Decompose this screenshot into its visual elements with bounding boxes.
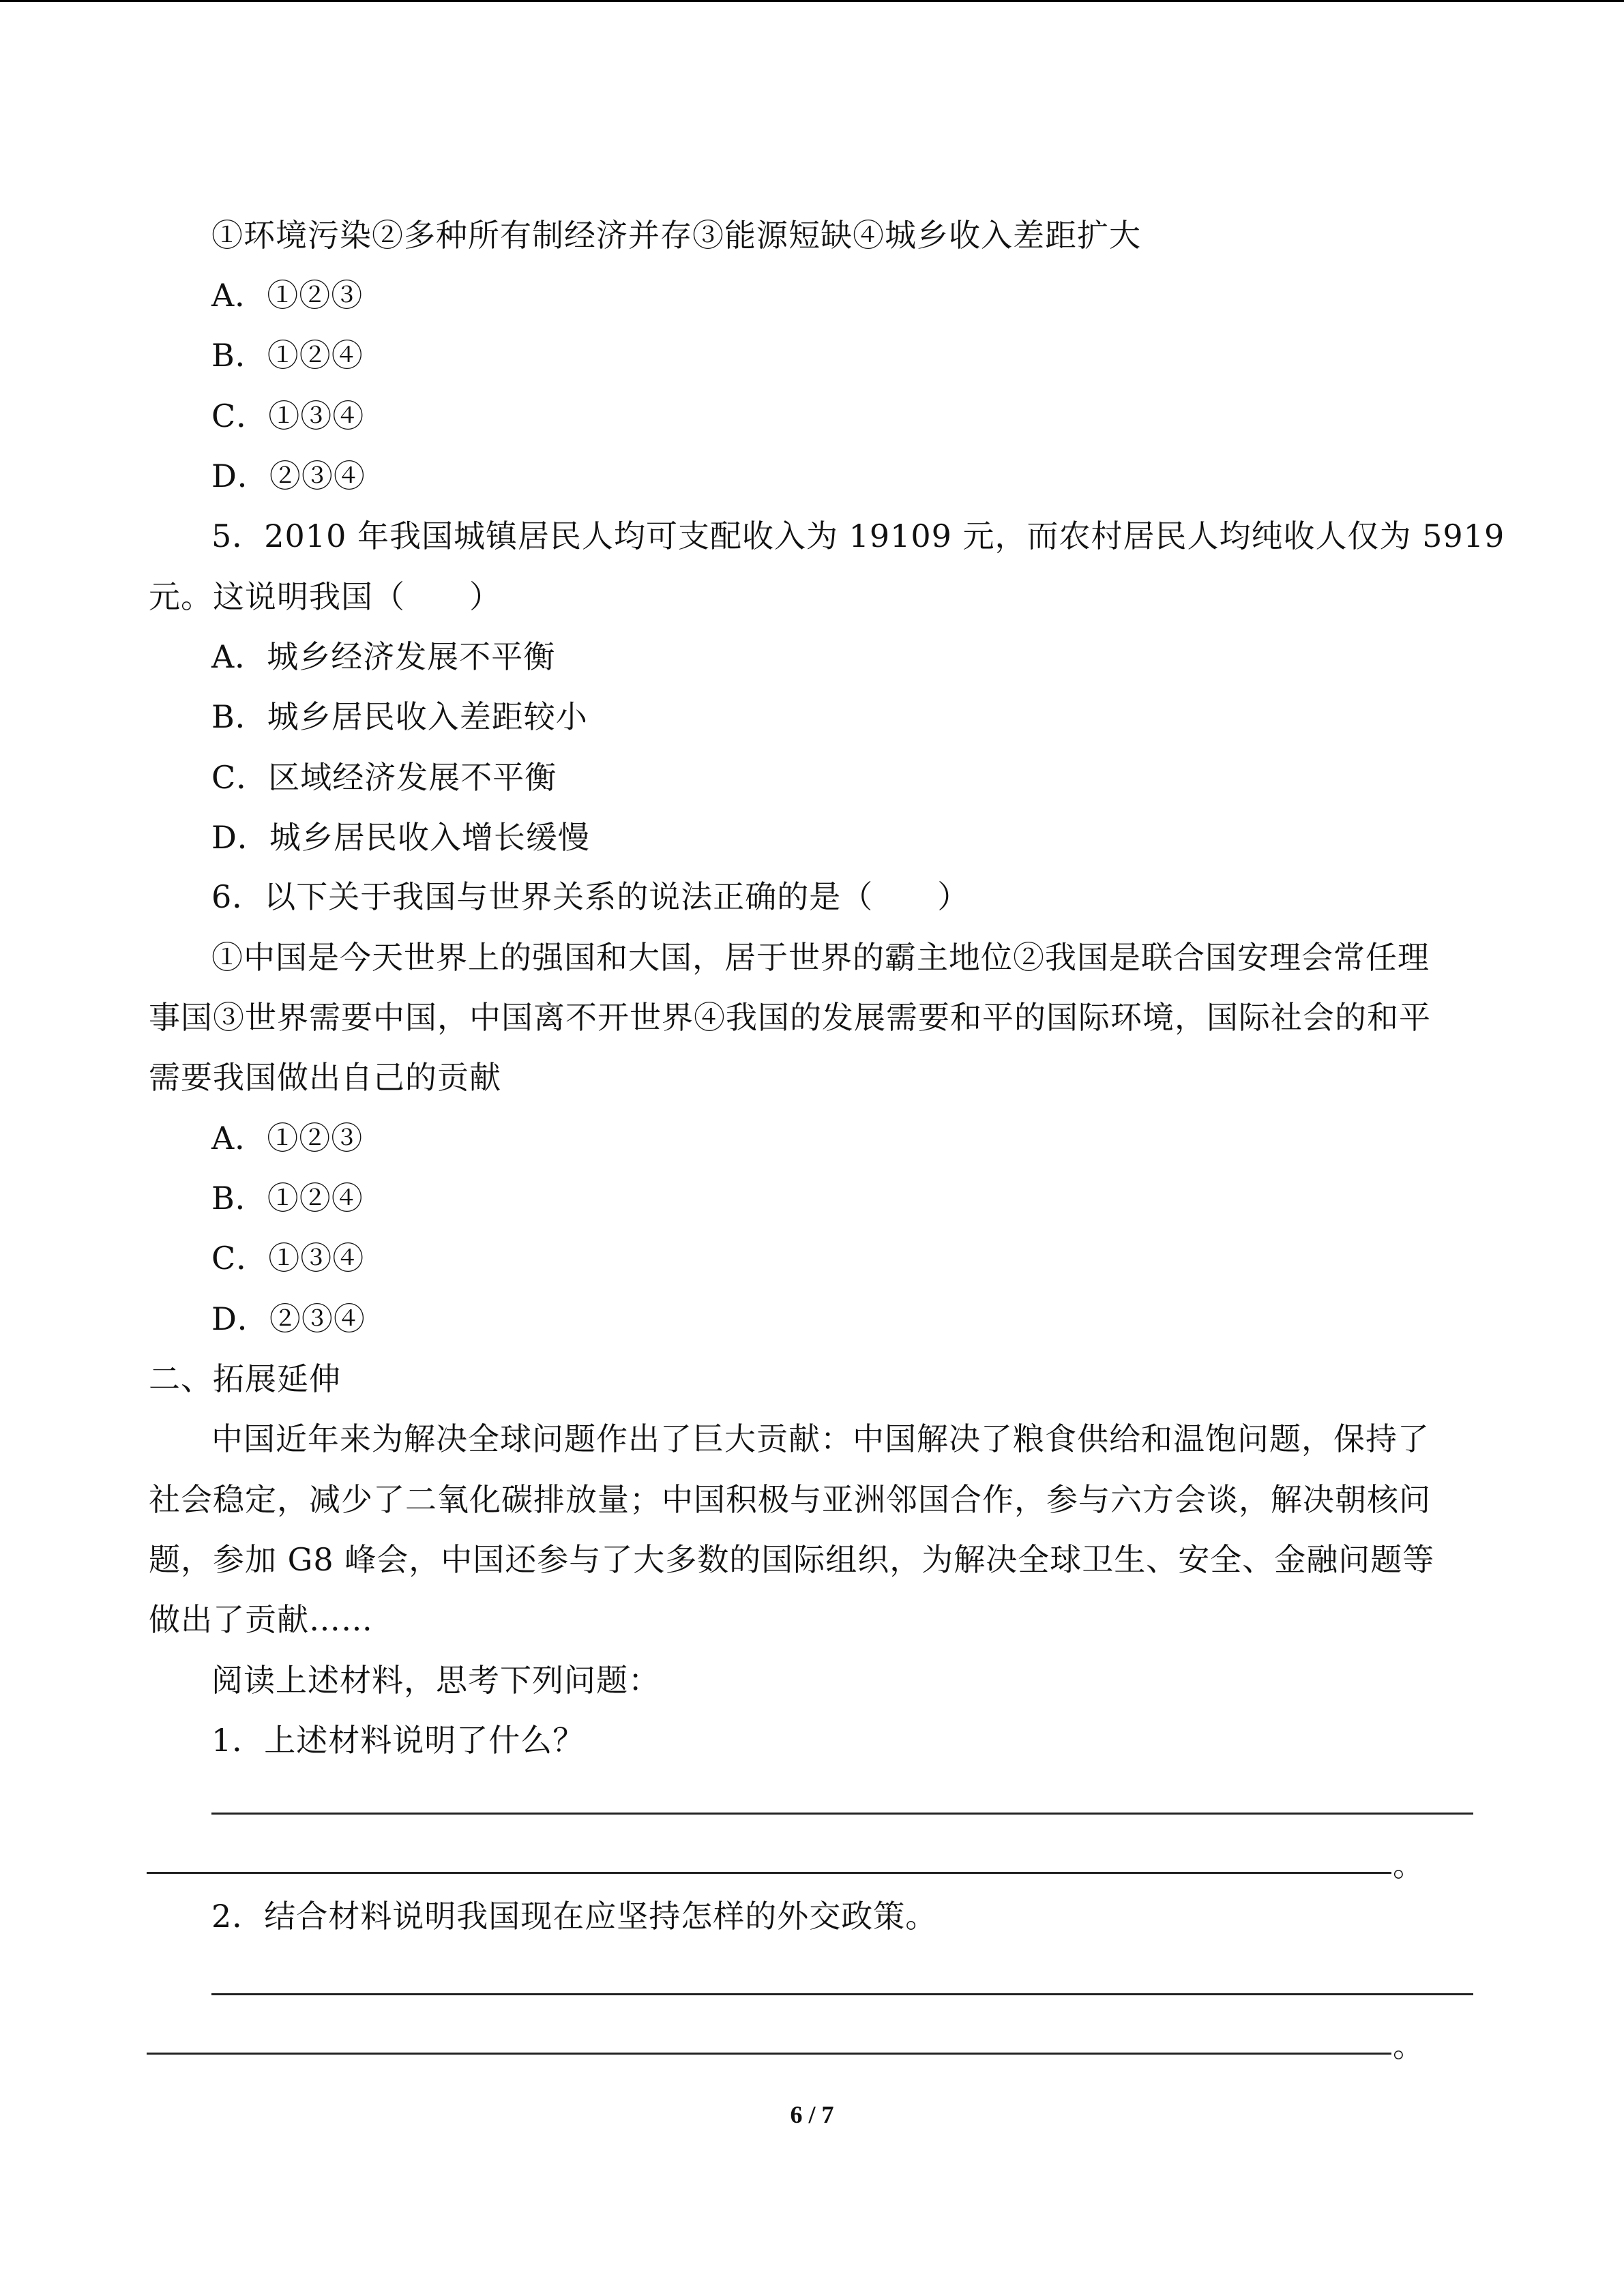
q6-option-d: D．②③④	[211, 1300, 366, 1337]
q4-option-c: C．①③④	[211, 398, 365, 434]
page-number: 6 / 7	[790, 2101, 834, 2128]
answer-1-line-2[interactable]	[147, 1872, 1391, 1874]
answer-1-line-1[interactable]	[211, 1813, 1473, 1815]
q6-option-a: A．①②③	[211, 1120, 364, 1157]
instruction: 阅读上述材料，思考下列问题：	[211, 1662, 660, 1699]
q5-option-d: D．城乡居民收入增长缓慢	[211, 819, 590, 856]
material-line2: 社会稳定，减少了二氧化碳排放量；中国积极与亚洲邻国合作，参与六方会谈，解决朝核问	[149, 1481, 1431, 1518]
q5-stem-line2: 元。这说明我国（ ）	[149, 578, 501, 615]
material-line3: 题，参加 G8 峰会，中国还参与了大多数的国际组织，为解决全球卫生、安全、金融问题等	[149, 1541, 1435, 1578]
top-border	[0, 0, 1624, 2]
answer-2-line-1[interactable]	[211, 1993, 1473, 1995]
q6-option-c: C．①③④	[211, 1240, 365, 1277]
material-line4: 做出了贡献……	[149, 1601, 373, 1638]
question-1: 1．上述材料说明了什么？	[211, 1722, 585, 1759]
q5-option-b: B．城乡居民收入差距较小	[211, 698, 588, 735]
q5-option-a: A．城乡经济发展不平衡	[211, 638, 556, 675]
q5-option-c: C．区域经济发展不平衡	[211, 759, 557, 796]
q6-statements-line2: 事国③世界需要中国，中国离不开世界④我国的发展需要和平的国际环境，国际社会的和平	[149, 999, 1431, 1036]
answer-2-line-2[interactable]	[147, 2053, 1391, 2055]
q5-stem-line1: 5．2010 年我国城镇居民人均可支配收入为 19109 元，而农村居民人均纯收人仅为 5919	[211, 518, 1505, 554]
question-2: 2．结合材料说明我国现在应坚持怎样的外交政策。	[211, 1898, 938, 1935]
q4-option-b: B．①②④	[211, 337, 364, 374]
q4-option-d: D．②③④	[211, 458, 366, 494]
answer-1-end-mark: 。	[1393, 1847, 1424, 1883]
section2-heading: 二、拓展延伸	[149, 1360, 341, 1397]
answer-2-end-mark: 。	[1393, 2027, 1424, 2064]
q6-statements-line1: ①中国是今天世界上的强国和大国，居于世界的霸主地位②我国是联合国安理会常任理	[211, 939, 1430, 976]
q4-statements: ①环境污染②多种所有制经济并存③能源短缺④城乡收入差距扩大	[211, 217, 1141, 254]
q6-option-b: B．①②④	[211, 1180, 364, 1217]
material-line1: 中国近年来为解决全球问题作出了巨大贡献：中国解决了粮食供给和温饱问题，保持了	[211, 1420, 1430, 1457]
q6-stem: 6．以下关于我国与世界关系的说法正确的是（ ）	[211, 878, 970, 915]
q6-statements-line3: 需要我国做出自己的贡献	[149, 1059, 501, 1096]
q4-option-a: A．①②③	[211, 277, 364, 314]
